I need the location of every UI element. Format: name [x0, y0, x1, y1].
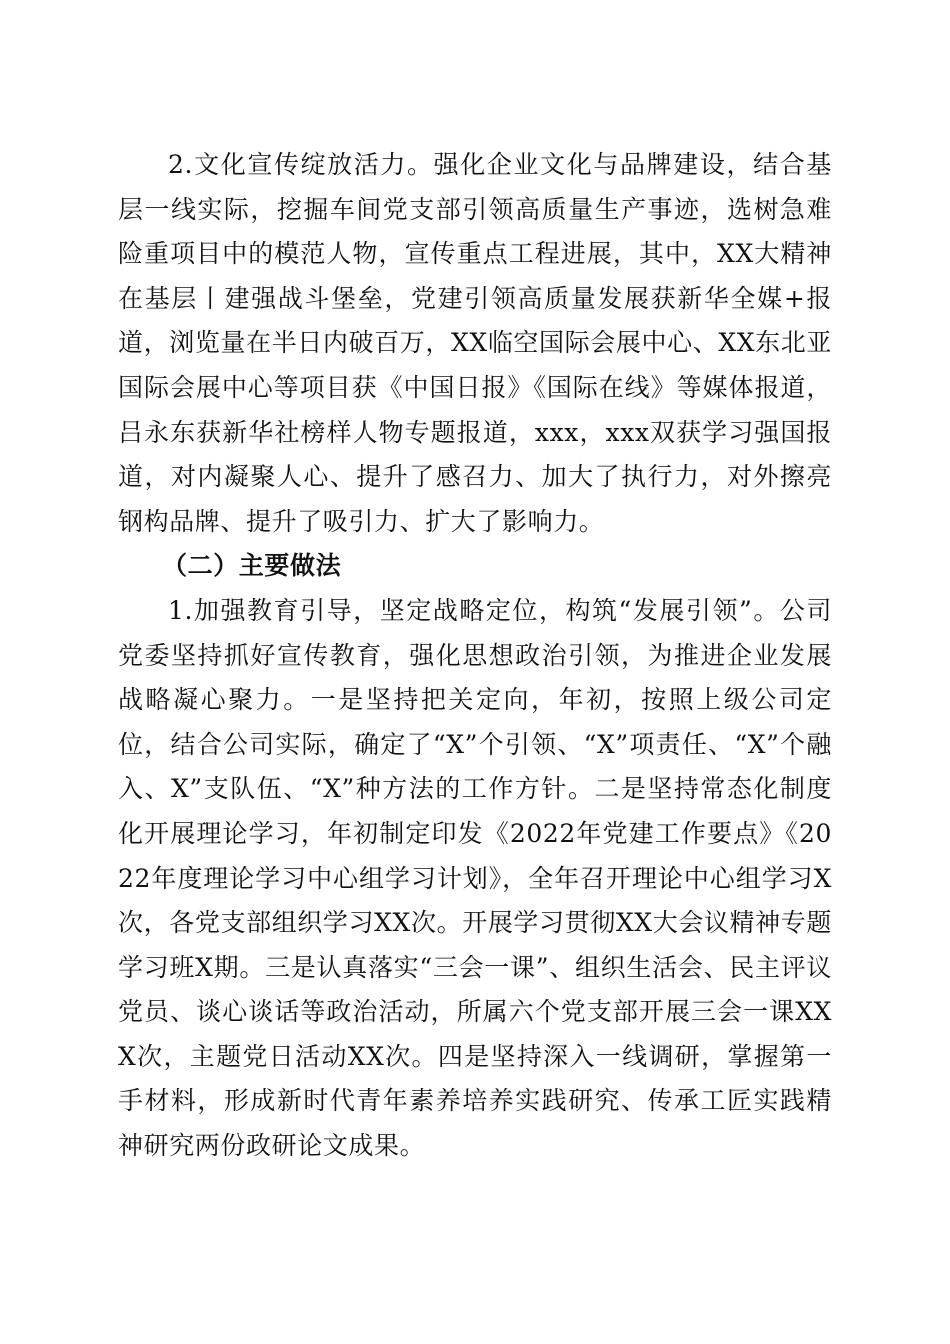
document-body — [118, 143, 832, 1169]
section-heading-main-practices: （二）主要做法 — [162, 551, 342, 581]
paragraph-culture-publicity: 2.文化宣传绽放活力。强化企业文化与品牌建设，结合基层一线实际，挖掘车间党支部引领高质量生产事迹，选树急难险重项目中的模范人物，宣传重点工程进展，其中，XX大精神在基层丨建强战斗堡垒，党建引领高质量发展获新华全媒+报道，浏览量在半日内破百万，XX临空国际会展中心、XX东北亚国际会展中心等项目获《中国日报》《国际在线》等媒体报道，吕永东获新华社榜样人物专题报道，xxx，xxx双获学习强国报道，对内凝聚人心、提升了感召力、加大了执行力，对外擦亮钢构品牌、提升了吸引力、扩大了影响力。 — [118, 150, 832, 536]
paragraph-education-guidance: 1.加强教育引导，坚定战略定位，构筑“发展引领”。公司党委坚持抓好宣传教育，强化思想政治引领，为推进企业发展战略凝心聚力。一是坚持把关定向，年初，按照上级公司定位，结合公司实际，确定了“X”个引领、“X”项责任、“X”个融入、X”支队伍、“X”种方法的工作方针。二是坚持常态化制度化开展理论学习，年初制定印发《2022年党建工作要点》《2022年度理论学习中心组学习计划》，全年召开理论中心组学习X次，各党支部组织学习XX次。开展学习贯彻XX大会议精神专题学习班X期。三是认真落实“三会一课”、组织生活会、民主评议党员、谈心谈话等政治活动，所属六个党支部开展三会一课XXX次，主题党日活动XX次。四是坚持深入一线调研，掌握第一手材料，形成新时代青年素养培养实践研究、传承工匠实践精神研究两份政研论文成果。 — [118, 595, 832, 1161]
